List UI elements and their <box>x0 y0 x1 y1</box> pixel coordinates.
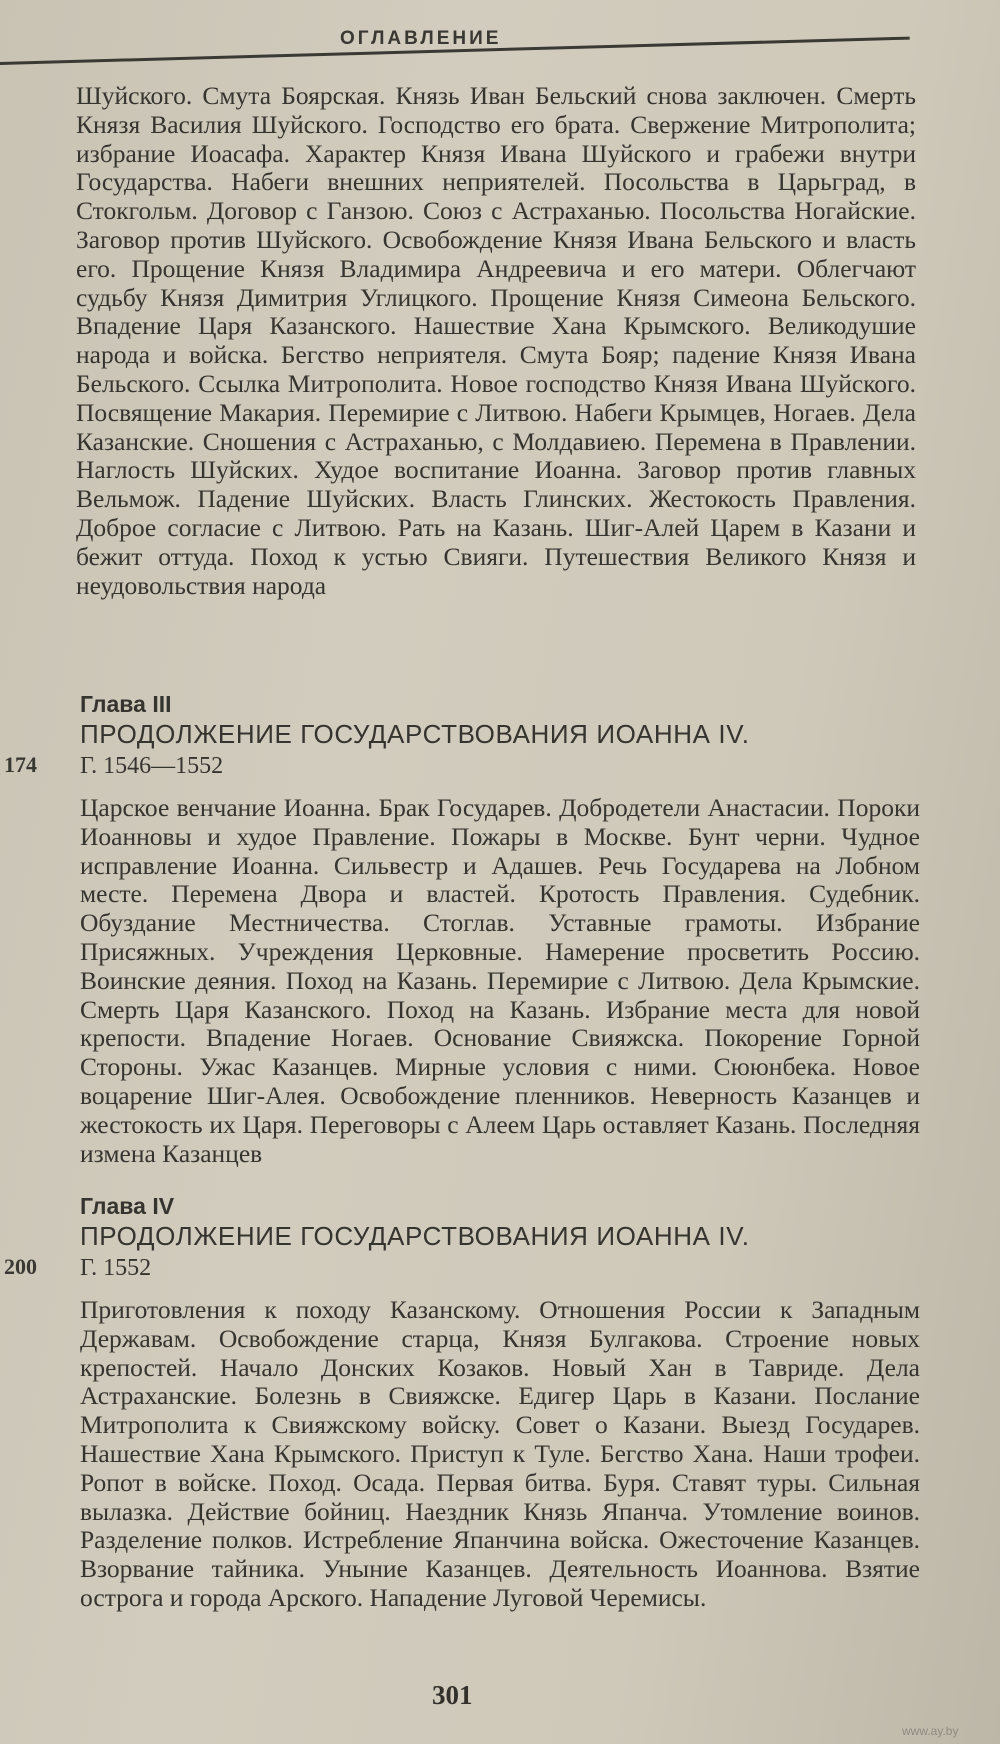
chapter-4 <box>80 1192 920 1613</box>
chapter-3-summary: Царское венчание Иоанна. Брак Государев. Добродетели Анастасии. Пороки Иоанновы и худое Правление. Пожары в Москве. Бунт черни. Чудное исправление Иоанна. Сильвестр и Адашев. Речь Государева на Лобном месте. Перемена Двора и властей. Кротость Правления. Судебник. Обуздание Местничества. Стоглав. Уставные грамоты. Избрание Присяжных. Учреждения Церковные. Намерение просветить Россию. Воинские деяния. Поход на Казань. Перемирие с Литвою. Дела Крымские. Смерть Царя Казанского. Поход на Казань. Избрание места для новой крепости. Впадение Ногаев. Основание Свияжска. Покорение Горной Стороны. Ужас Казанцев. Мирные условия с ними. Сююнбека. Новое воцарение Шиг-Алея. Освобождение пленников. Неверность Казанцев и жестокость их Царя. Переговоры с Алеем Царь оставляет Казань. Последняя измена Казанцев <box>80 793 920 1168</box>
running-head: ОГЛАВЛЕНИЕ <box>340 28 502 49</box>
chapter-4-page-number: 200 <box>4 1254 37 1279</box>
chapter-4-years: Г. 1552 <box>80 1255 152 1281</box>
section-intro-text: Шуйского. Смута Боярская. Князь Иван Бельский снова заключен. Смерть Князя Василия Шуйского. Господство его брата. Свержение Митрополита; избрание Иоасафа. Характер Князя Ивана Шуйского и грабежи внутри Государства. Набеги внешних неприятелей. Посольства в Царьград, в Стокгольм. Договор с Ганзою. Союз с Астраханью. Посольства Ногайские. Заговор против Шуйского. Освобождение Князя Ивана Бельского и власть его. Прощение Князя Владимира Андреевича и его матери. Облегчают судьбу Князя Димитрия Углицкого. Прощение Князя Симеона Бельского. Впадение Царя Казанского. Нашествие Хана Крымского. Великодушие народа и войска. Бегство неприятеля. Смута Бояр; падение Князя Ивана Бельского. Ссылка Митрополита. Новое господство Князя Ивана Шуйского. Посвящение Макария. Перемирие с Литвою. Набеги Крымцев, Ногаев. Дела Казанские. Сношения с Астраханью, с Молдавиею. Перемена в Правлении. Наглость Шуйских. Худое воспитание Иоанна. Заговор против главных Вельмож. Падение Шуйских. Власть Глинских. Жестокость Правления. Доброе согласие с Литвою. Рать на Казань. Шиг-Алей Царем в Казани и бежит оттуда. Поход к устью Свияги. Путешествия Великого Князя и неудовольствия народа <box>76 81 916 600</box>
chapter-3-title: ПРОДОЛЖЕНИЕ ГОСУДАРСТВОВАНИЯ ИОАННА IV. <box>80 719 750 749</box>
section-intro <box>76 82 916 600</box>
page-folio: 301 <box>432 1680 473 1710</box>
chapter-4-summary: Приготовления к походу Казанскому. Отношения России к Западным Державам. Освобождение старца, Князя Булгакова. Строение новых крепостей. Начало Донских Козаков. Новый Хан в Тавриде. Дела Астраханские. Болезнь в Свияжске. Едигер Царь в Казани. Послание Митрополита к Свияжскому войску. Совет о Казани. Выезд Государев. Нашествие Хана Крымского. Приступ к Туле. Бегство Хана. Наши трофеи. Ропот в войске. Поход. Осада. Первая битва. Буря. Ставят туры. Сильная вылазка. Действие бойниц. Наездник Князь Япанча. Утомление воинов. Разделение полков. Истребление Япанчина войска. Ожесточение Казанцев. Взорвание тайника. Уныние Казанцев. Деятельность Иоаннова. Взятие острога и города Арского. Нападение Луговой Черемисы. <box>80 1295 920 1612</box>
chapter-3-page-number: 174 <box>4 752 37 777</box>
chapter-3-label: Глава III <box>80 691 172 717</box>
watermark: www.ay.by <box>902 1724 959 1738</box>
chapter-4-label: Глава IV <box>80 1193 175 1219</box>
chapter-4-title: ПРОДОЛЖЕНИЕ ГОСУДАРСТВОВАНИЯ ИОАННА IV. <box>80 1221 750 1251</box>
chapter-3-years: Г. 1546—1552 <box>80 753 224 779</box>
chapter-3 <box>80 690 920 1168</box>
